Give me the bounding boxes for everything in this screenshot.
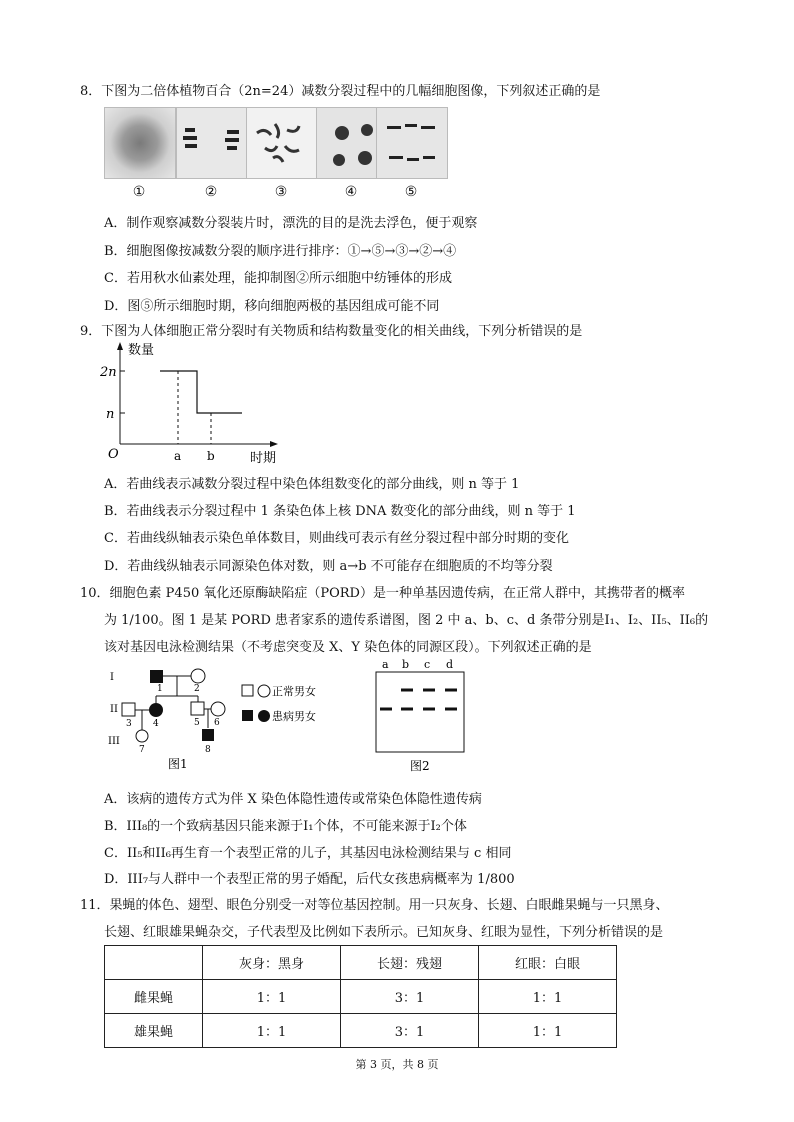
pedigree-II6 (211, 702, 225, 716)
pedigree-II5 (191, 702, 204, 715)
svg-text:8: 8 (205, 745, 211, 755)
q9-ylabel: 数量 (128, 343, 155, 358)
q9-origin: O (108, 447, 119, 462)
gel-lane-b: b (402, 658, 410, 671)
legend-affected-label: 患病男女 (272, 710, 316, 723)
q10-stem-line2: 为 1/100。图 1 是某 PORD 患者家系的遗传系谱图，图 2 中 a、b、c、d 条带分别是I₁、I₂、II₅、II₆的 (104, 613, 709, 628)
q8-micrograph-3 (246, 107, 318, 179)
q10-gel (370, 656, 470, 776)
pedigree-III7 (136, 730, 148, 742)
q8-image-label-5: ⑤ (404, 184, 418, 200)
table-cell: 雌果蝇 (105, 980, 203, 1014)
table-cell: 1：1 (203, 1014, 341, 1048)
svg-text:1: 1 (157, 684, 163, 694)
q10-option-d: D．III₇与人群中一个表型正常的男子婚配，后代女孩患病概率为 1/800 (104, 872, 515, 887)
q9-option-a: A．若曲线表示减数分裂过程中染色体组数变化的部分曲线，则 n 等于 1 (104, 477, 520, 492)
q8-option-d: D．图⑤所示细胞时期，移向细胞两极的基因组成可能不同 (104, 299, 440, 314)
q10-stem-line3: 该对基因电泳检测结果（不考虑突变及 X、Y 染色体的同源区段）。下列叙述正确的是 (104, 640, 592, 655)
q8-option-a: A．制作观察减数分裂装片时，漂洗的目的是洗去浮色，便于观察 (104, 216, 478, 231)
svg-text:7: 7 (139, 745, 145, 755)
figure2-caption: 图2 (410, 759, 430, 773)
pedigree-gen-II: II (110, 704, 118, 715)
q10-pedigree (100, 660, 340, 775)
table-cell: 雄果蝇 (105, 1014, 203, 1048)
q8-option-b: B．细胞图像按减数分裂的顺序进行排序：①→⑤→③→②→④ (104, 244, 457, 259)
table-row (105, 980, 617, 1014)
page-footer: 第 3 页，共 8 页 (355, 1058, 439, 1071)
q8-option-c: C．若用秋水仙素处理，能抑制图②所示细胞中纺锤体的形成 (104, 271, 452, 286)
table-header-cell: 长翅：残翅 (341, 946, 479, 980)
q8-image-label-4: ④ (344, 184, 358, 200)
q10-option-c: C．II₅和II₆再生育一个表型正常的儿子，其基因电泳检测结果与 c 相同 (104, 846, 512, 861)
legend-affected-male-icon (242, 710, 253, 721)
table-cell: 3：1 (341, 1014, 479, 1048)
pedigree-I1 (150, 670, 163, 683)
gel-lane-c: c (424, 658, 431, 671)
table-row (105, 1014, 617, 1048)
q8-micrograph-5 (376, 107, 448, 179)
q9-ytick-n: n (106, 407, 115, 422)
q10-option-b: B．III₈的一个致病基因只能来源于I₁个体，不可能来源于I₂个体 (104, 819, 467, 834)
q9-ytick-2n: 2n (100, 365, 117, 380)
q9-option-d: D．若曲线纵轴表示同源染色体对数，则 a→b 不可能存在细胞质的不均等分裂 (104, 559, 553, 574)
table-cell: 1：1 (203, 980, 341, 1014)
q9-xtick-b: b (207, 449, 215, 463)
pedigree-III8 (202, 729, 214, 741)
q10-stem-line1: 10．细胞色素 P450 氧化还原酶缺陷症（PORD）是一种单基因遗传病，在正常人群中，其携带者的概率 (80, 586, 685, 601)
table-header-cell: 红眼：白眼 (479, 946, 617, 980)
svg-text:4: 4 (153, 719, 159, 729)
q8-micrograph-2 (176, 107, 248, 179)
q8-image-label-3: ③ (274, 184, 288, 200)
legend-normal-male-icon (242, 685, 253, 696)
legend-normal-female-icon (258, 685, 270, 697)
q11-stem-line2: 长翅、红眼雄果蝇杂交，子代表型及比例如下表所示。已知灰身、红眼为显性，下列分析错误的是 (104, 925, 664, 940)
q8-image-label-2: ② (204, 184, 218, 200)
q9-graph (100, 338, 290, 468)
legend-affected-female-icon (258, 710, 270, 722)
svg-text:5: 5 (194, 718, 200, 728)
figure1-caption: 图1 (168, 757, 188, 771)
q9-xlabel: 时期 (250, 451, 277, 466)
table-cell: 1：1 (479, 980, 617, 1014)
legend-normal-label: 正常男女 (272, 685, 316, 698)
q8-image-label-1: ① (132, 184, 146, 200)
pedigree-I2 (191, 669, 205, 683)
gel-lane-d: d (446, 658, 454, 671)
q9-curve (160, 371, 242, 413)
svg-text:2: 2 (194, 684, 200, 694)
pedigree-gen-I: I (110, 672, 114, 683)
svg-text:6: 6 (214, 718, 220, 728)
q10-option-a: A．该病的遗传方式为伴 X 染色体隐性遗传或常染色体隐性遗传病 (104, 792, 482, 807)
gel-lane-a: a (382, 658, 389, 671)
q8-stem: 8．下图为二倍体植物百合（2n=24）减数分裂过程中的几幅细胞图像，下列叙述正确的是 (80, 84, 601, 99)
pedigree-II4 (149, 703, 163, 717)
pedigree-gen-III: III (108, 736, 120, 747)
q8-micrograph-1 (104, 107, 176, 179)
table-cell: 1：1 (479, 1014, 617, 1048)
q9-option-b: B．若曲线表示分裂过程中 1 条染色体上核 DNA 数变化的部分曲线，则 n 等于 1 (104, 504, 576, 519)
q9-option-c: C．若曲线纵轴表示染色单体数目，则曲线可表示有丝分裂过程中部分时期的变化 (104, 531, 569, 546)
table-cell: 3：1 (341, 980, 479, 1014)
q11-stem-line1: 11．果蝇的体色、翅型、眼色分别受一对等位基因控制。用一只灰身、长翅、白眼雌果蝇与一只黑身、 (80, 898, 669, 913)
table-header-cell: 灰身：黑身 (203, 946, 341, 980)
table-header-cell (105, 946, 203, 980)
svg-text:3: 3 (126, 719, 132, 729)
q11-table (104, 945, 617, 1048)
q9-stem: 9．下图为人体细胞正常分裂时有关物质和结构数量变化的相关曲线，下列分析错误的是 (80, 324, 583, 339)
pedigree-II3 (122, 703, 135, 716)
q9-xtick-a: a (174, 449, 182, 463)
